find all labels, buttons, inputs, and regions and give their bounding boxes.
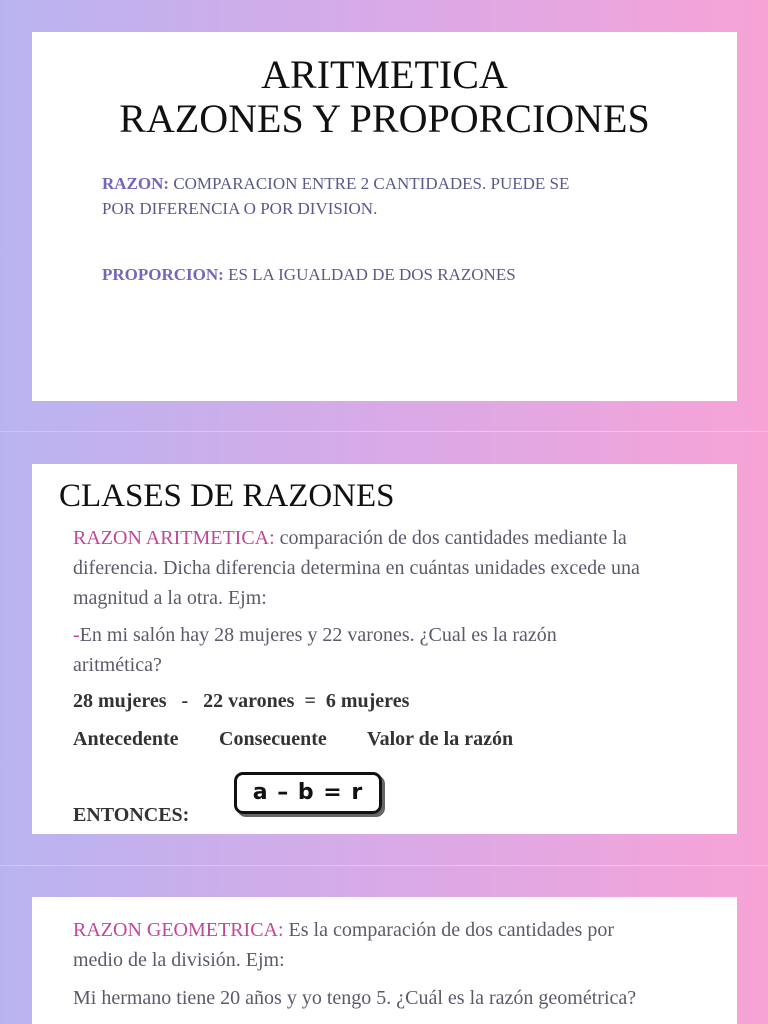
razon-text: COMPARACION ENTRE 2 CANTIDADES. PUEDE SE [173,174,570,193]
razon-definition-line1 [102,171,648,196]
geometrica-line1 [73,915,614,945]
geometrica-label: RAZON GEOMETRICA: [73,919,284,941]
slide-heading: CLASES DE RAZONES [59,478,395,514]
slide-3 [32,897,737,1024]
aritmetica-line2: diferencia. Dicha diferencia determina en cuántas unidades excede una [73,557,640,579]
proporcion-definition [102,262,516,287]
proporcion-text: ES LA IGUALDAD DE DOS RAZONES [228,265,516,284]
slide-title: ARITMETICA [261,52,508,97]
razon-definition-line2: POR DIFERENCIA O POR DIVISION. [102,199,378,218]
example-dash: - [73,624,80,646]
aritmetica-line3: magnitud a la otra. Ejm: [73,587,267,609]
slide-2 [32,464,737,834]
entonces-label: ENTONCES: [73,804,190,826]
formula-box: a – b = r [234,772,382,814]
proporcion-label: PROPORCION: [102,265,224,284]
example-text: En mi salón hay 28 mujeres y 22 varones. ¿Cual es la razón [79,624,557,646]
geometrica-text: Es la comparación de dos cantidades por [288,919,614,941]
example-line1 [73,620,557,650]
slide-1 [32,32,737,401]
razon-label: RAZON: [102,174,170,193]
term-consecuente: Consecuente [219,728,327,750]
term-antecedente: Antecedente [73,728,179,750]
aritmetica-text: comparación de dos cantidades mediante la [279,527,627,549]
geometrica-line2: medio de la división. Ejm: [73,949,285,971]
aritmetica-line1 [73,523,627,553]
aritmetica-label: RAZON ARITMETICA: [73,527,275,549]
term-valor: Valor de la razón [367,728,514,750]
equation: 28 mujeres - 22 varones = 6 mujeres [73,690,410,712]
slide-subtitle: RAZONES Y PROPORCIONES [119,96,650,141]
geometrica-example: Mi hermano tiene 20 años y yo tengo 5. ¿Cuál es la razón geométrica? [73,987,637,1009]
example-line2: aritmética? [73,654,162,676]
